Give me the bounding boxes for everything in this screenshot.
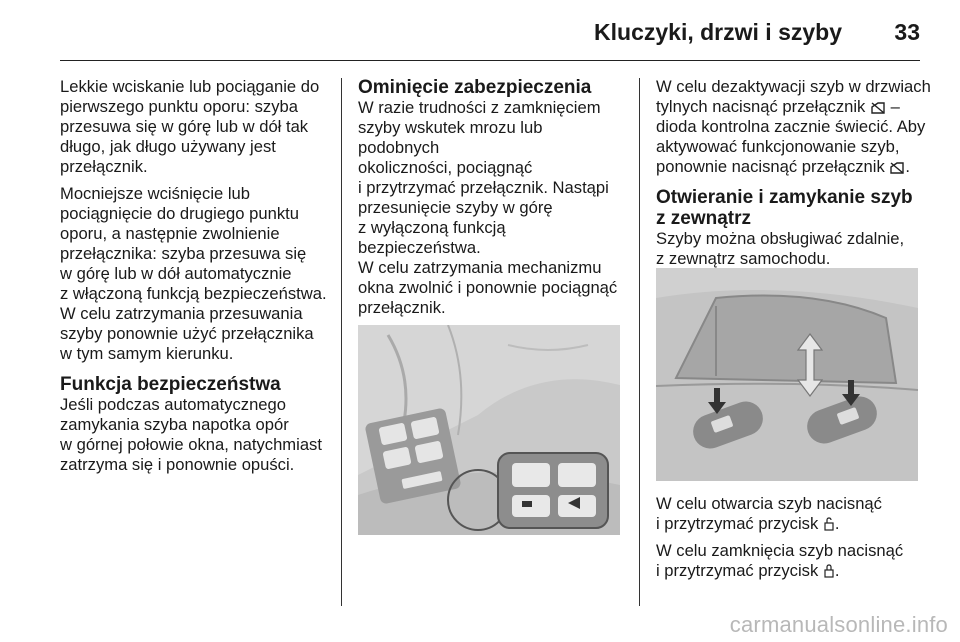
column-3-lower — [656, 494, 931, 588]
paragraph-strong-press: Mocniejsze wciśnięcie lub pociągnięcie do drugiego punktu oporu, a następnie zwolnienie przełącznika: szyba przesuwa się w górę lub w dół automatycznie z włączoną funkcją bezpieczeństwa. W celu zatrzymania przesuwania szyby ponownie użyć przełącznika w tym samym kierunku. — [60, 184, 327, 363]
window-lock-icon — [871, 102, 885, 114]
heading-override: Ominięcie zabezpieczenia — [358, 77, 592, 98]
header-divider — [60, 60, 920, 61]
heading-safety-function: Funkcja bezpieczeństwa — [60, 374, 281, 395]
remote-key-illustration — [656, 268, 918, 481]
paragraph-override: W razie trudności z zamknięciem szyby wskutek mrozu lub podobnych okoliczności, pociągnąć i przytrzymać przełącznik. Nastąpi przesunięcie szyby w górę z wyłączoną funkcją bezpieczeństwa. W celu zatrzymania mechanizmu okna zwolnić i ponownie pociągnąć przełącznik. — [358, 98, 618, 317]
unlock-icon — [824, 517, 834, 531]
window-lock-icon — [890, 162, 904, 174]
open-windows-end: . — [834, 514, 840, 533]
column-divider-1 — [341, 78, 342, 606]
column-1 — [60, 77, 330, 482]
rear-lock-text-c: . — [905, 157, 911, 176]
page-header-title: Kluczyki, drzwi i szyby — [594, 19, 842, 45]
lock-icon — [824, 564, 834, 578]
rear-lock-text-b: – dioda kontrolna zacznie świecić. Aby aktywować funkcjonowanie szyb, ponownie nacisnąć przełącznik — [656, 97, 926, 176]
close-windows-end: . — [834, 561, 840, 580]
close-windows-text: W celu zamknięcia szyb nacisnąć i przytrzymać przycisk — [656, 541, 904, 580]
watermark: carmanualsonline.info — [729, 612, 948, 637]
column-3 — [656, 77, 931, 276]
paragraph-safety-function: Jeśli podczas automatycznego zamykania szyba napotka opór w górnej połowie okna, natychmiast zatrzyma się i ponownie opuści. — [60, 395, 322, 474]
paragraph-rear-lock — [656, 77, 931, 177]
page-number: 33 — [894, 19, 920, 45]
door-switch-illustration — [358, 325, 620, 535]
heading-remote-operation: Otwieranie i zamykanie szyb z zewnątrz — [656, 187, 913, 229]
rear-lock-text-a: W celu dezaktywacji szyb w drzwiach tylnych nacisnąć przełącznik — [656, 77, 931, 116]
paragraph-open-windows — [656, 494, 931, 534]
paragraph-remote-operation: Szyby można obsługiwać zdalnie, z zewnątrz samochodu. — [656, 229, 905, 268]
open-windows-text: W celu otwarcia szyb nacisnąć i przytrzymać przycisk — [656, 494, 882, 533]
paragraph-light-press: Lekkie wciskanie lub pociąganie do pierwszego punktu oporu: szyba przesuwa się w górę lub w dół tak długo, jak długo używany jest przełącznik. — [60, 77, 320, 176]
paragraph-close-windows — [656, 541, 931, 581]
column-divider-2 — [639, 78, 640, 606]
